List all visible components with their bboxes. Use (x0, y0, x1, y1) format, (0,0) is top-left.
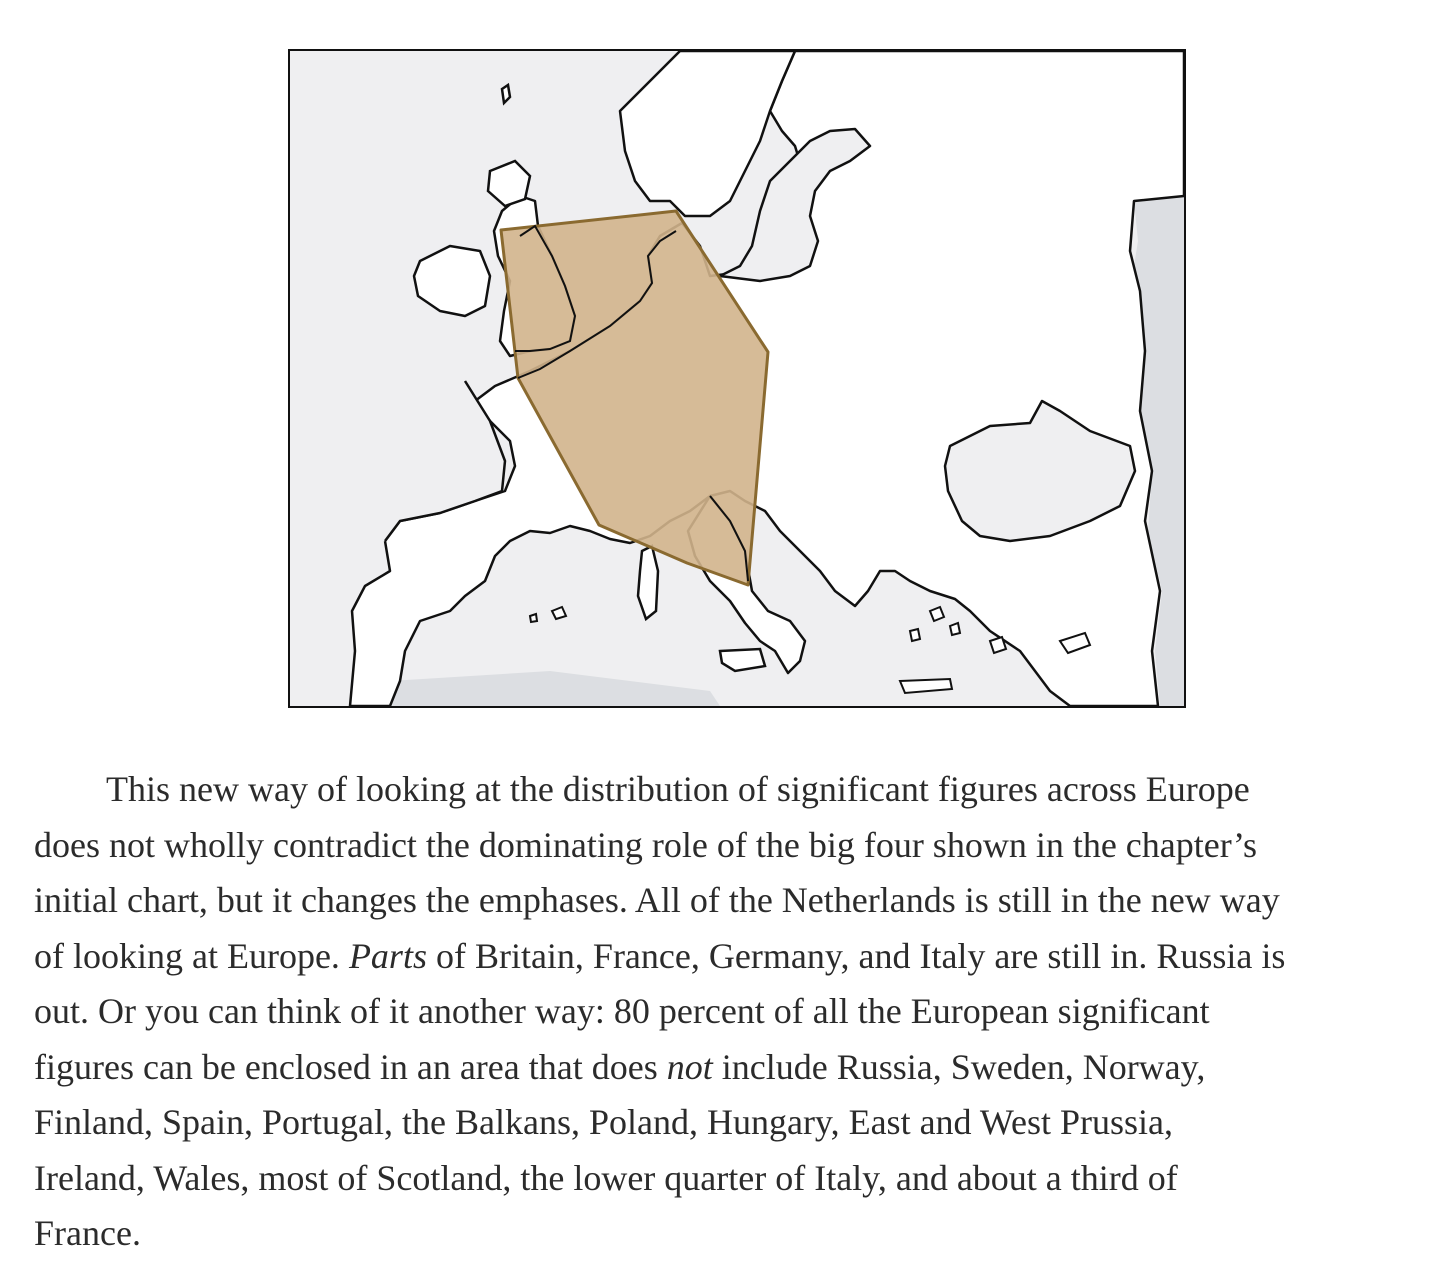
paragraph-line (34, 1095, 1444, 1151)
paragraph-line (34, 929, 1444, 985)
italic-emphasis: not (666, 1046, 713, 1087)
paragraph-line (34, 1151, 1444, 1207)
text-segment: Ireland, Wales, most of Scotland, the lower quarter of Italy, and about a third of (34, 1157, 1178, 1198)
paragraph-line (34, 873, 1444, 929)
paragraph-text (34, 762, 1444, 1262)
paragraph-line (34, 762, 1444, 818)
sardinia-island (638, 546, 658, 619)
text-segment: of Britain, France, Germany, and Italy are still in. Russia is (426, 935, 1286, 976)
text-segment: Finland, Spain, Portugal, the Balkans, Poland, Hungary, East and West Prussia, (34, 1102, 1173, 1142)
text-segment: does not wholly contradict the dominating role of the big four shown in the chapter’s (34, 824, 1258, 865)
europe-outline-map (290, 51, 1184, 706)
italic-emphasis: Parts (348, 935, 427, 976)
paragraph-line (34, 818, 1444, 874)
text-segment: of looking at Europe. (34, 935, 349, 976)
text-segment: This new way of looking at the distribution of significant figures across Europe (106, 769, 1250, 809)
text-segment: France. (34, 1213, 141, 1253)
body-paragraph (34, 762, 1444, 1262)
europe-map-figure (288, 49, 1186, 708)
text-segment: include Russia, Sweden, Norway, (712, 1046, 1206, 1087)
paragraph-line (34, 984, 1444, 1040)
text-segment: initial chart, but it changes the emphases. All of the Netherlands is still in the new way (34, 880, 1280, 920)
paragraph-line (34, 1040, 1444, 1096)
text-segment: out. Or you can think of it another way: 80 percent of all the European significant (34, 991, 1210, 1031)
text-segment: figures can be enclosed in an area that does (34, 1046, 667, 1087)
paragraph-line (34, 1206, 1444, 1262)
